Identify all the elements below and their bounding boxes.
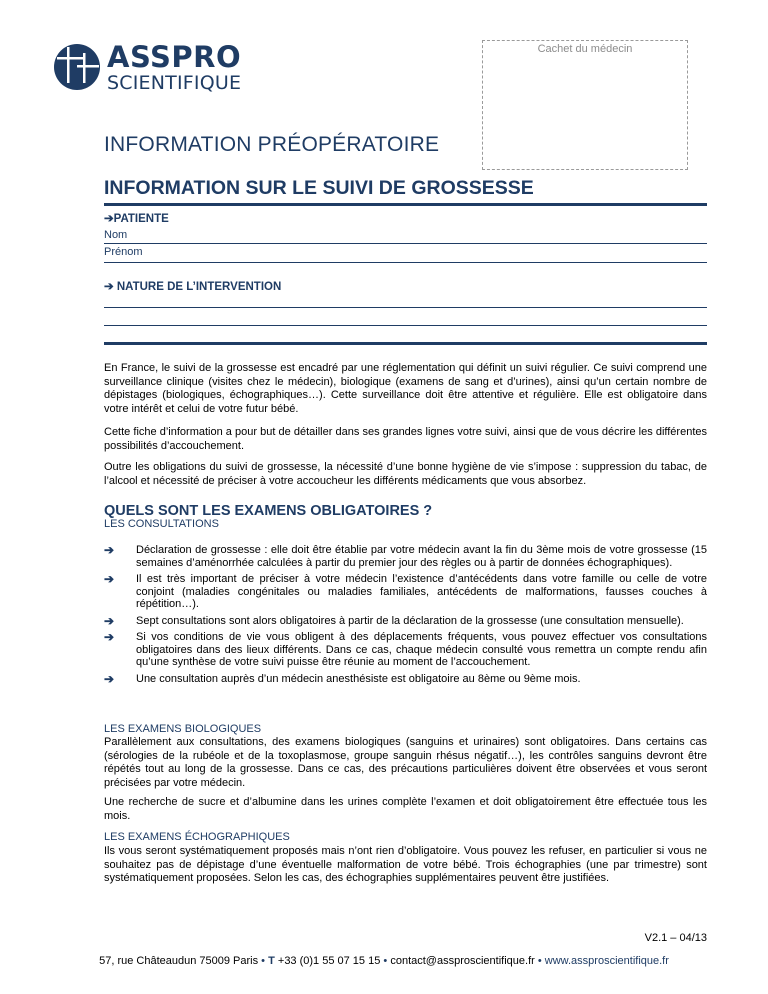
main-title: INFORMATION SUR LE SUIVI DE GROSSESSE (104, 177, 534, 199)
info-title: INFORMATION PRÉOPÉRATOIRE (104, 133, 440, 156)
patient-heading: ➔PATIENTE (104, 213, 169, 225)
title-rule (104, 203, 707, 206)
arrow-right-icon: ➔ (104, 630, 115, 644)
exams-heading: QUELS SONT LES EXAMENS OBLIGATOIRES ? (104, 503, 433, 519)
logo-line1: ASSPRO (107, 40, 242, 74)
list-item: ➔ Il est très important de préciser à votre médecin l’existence d’antécédents dans votre famille ou celle de votre conjoint (maladies congénitales ou maladies familiales, antécédents de malformations, fausses couches à répétition…). (104, 572, 707, 610)
intervention-line-2[interactable] (104, 325, 707, 326)
intro-paragraph-3: Outre les obligations du suivi de grossesse, la nécessité d’une bonne hygiène de vie s’impose : suppression du tabac, de l’alcool et nécessité de préciser à votre accoucheur les différents médicaments que vous absorbez. (104, 461, 707, 487)
footer-phone: +33 (0)1 55 07 15 15 (277, 955, 381, 967)
consultations-title: LES CONSULTATIONS (104, 518, 219, 530)
consultations-list (104, 544, 707, 689)
bullet-separator: • (537, 955, 542, 967)
nom-label: Nom (104, 229, 128, 241)
list-item: ➔ Si vos conditions de vie vous obligent à des déplacements fréquents, vous pouvez effectuer vos consultations obligatoires dans des lieux différents. Dans ce cas, chaque médecin consulté vous remettra un compte rendu afin qu’une synthèse de votre suivi puisse être réunie au moment de l’accouchement. (104, 630, 707, 668)
arrow-right-icon: ➔ (104, 281, 114, 293)
list-item: ➔ Une consultation auprès d’un médecin anesthésiste est obligatoire au 8ème ou 9ème mois. (104, 671, 581, 686)
bio-paragraph-2: Une recherche de sucre et d’albumine dans les urines complète l’examen et doit obligatoirement être effectuée tous les mois. (104, 796, 707, 822)
footer-website[interactable]: www.assproscientifique.fr (544, 955, 669, 967)
bio-paragraph-1: Parallèlement aux consultations, des examens biologiques (sanguins et urinaires) sont obligatoires. Dans certains cas (sérologies de la rubéole et de la toxoplasmose, groupe sanguin rhésus négatif…), les contrôles sanguins devront être répétés tout au long de la grossesse. Dans ce cas, des précautions particulières doivent être observées et vous seront précisées par votre médecin. (104, 736, 707, 789)
intro-paragraph-2: Cette fiche d’information a pour but de détailler dans ses grandes lignes votre suivi, ainsi que de vous décrire les différentes possibilités d’accouchement. (104, 426, 707, 452)
section-rule (104, 342, 707, 345)
list-item: ➔ Déclaration de grossesse : elle doit être établie par votre médecin avant la fin du 3ème mois de votre grossesse (15 semaines d’aménorrhée calculées à partir du premier jour des règles ou à partir de données échographiques). (104, 543, 707, 569)
prenom-line[interactable] (104, 262, 707, 263)
prenom-label: Prénom (104, 246, 143, 258)
globe-logo-icon (53, 43, 101, 91)
echo-paragraph: Ils vous seront systématiquement proposés mais n’ont rien d’obligatoire. Vous pouvez les refuser, en particulier si vous ne souhaitez pas de dépistage d’une éventuelle malformation de votre bébé. Trois échographies (une par trimestre) sont systématiquement proposées. Selon les cas, des échographies supplémentaires peuvent être justifiées. (104, 845, 707, 884)
intervention-line-1[interactable] (104, 307, 707, 308)
doctor-stamp-box (482, 40, 688, 170)
arrow-right-icon: ➔ (104, 613, 115, 628)
echo-title: LES EXAMENS ÉCHOGRAPHIQUES (104, 831, 290, 843)
arrow-right-icon: ➔ (104, 213, 114, 225)
logo-line2: SCIENTIFIQUE (107, 72, 242, 94)
arrow-right-icon: ➔ (104, 572, 115, 586)
footer-address: 57, rue Châteaudun 75009 Paris (99, 955, 259, 967)
nom-line[interactable] (104, 243, 707, 244)
arrow-right-icon: ➔ (104, 543, 115, 557)
intervention-heading: ➔ NATURE DE L’INTERVENTION (104, 281, 282, 293)
bio-title: LES EXAMENS BIOLOGIQUES (104, 723, 262, 735)
list-item: ➔ Sept consultations sont alors obligatoires à partir de la déclaration de la grossesse (une consultation mensuelle). (104, 613, 684, 628)
footer (0, 955, 768, 967)
stamp-label: Cachet du médecin (537, 43, 633, 55)
intro-paragraph-1: En France, le suivi de la grossesse est encadré par une réglementation qui définit un suivi régulier. Ce suivi comprend une surveillance clinique (visites chez le médecin), biologique (examens de sang et d’urines), ainsi qu’un certain nombre de dépistages (biologiques, échographiques…). Cette surveillance doit être attentive et régulière. Elle est obligatoire dans votre intérêt et celui de votre futur bébé. (104, 362, 707, 415)
bullet-separator: • (383, 955, 388, 967)
footer-email[interactable]: contact@assproscientifique.fr (390, 955, 535, 967)
arrow-right-icon: ➔ (104, 671, 115, 686)
version-label: V2.1 – 04/13 (644, 932, 707, 944)
bullet-separator: • (261, 955, 266, 967)
phone-label: T (268, 955, 275, 967)
